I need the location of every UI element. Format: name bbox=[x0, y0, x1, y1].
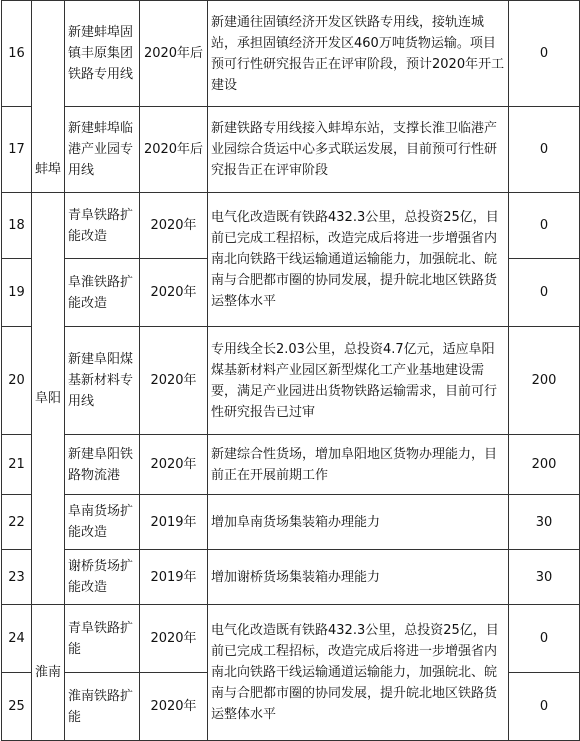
project-name: 青阜铁路扩能改造 bbox=[65, 193, 140, 259]
table-row bbox=[2, 1, 580, 107]
amount-cell: 0 bbox=[509, 673, 580, 741]
project-name: 谢桥货场扩能改造 bbox=[65, 550, 140, 605]
description-cell: 新建铁路专用线接入蚌埠东站，支撑长淮卫临港产业园综合货运中心多式联运发展，目前预可行性研究报告正在评审阶段 bbox=[208, 107, 509, 193]
row-number: 18 bbox=[2, 193, 32, 259]
project-name: 淮南铁路扩能 bbox=[65, 673, 140, 741]
description-cell: 电气化改造既有铁路432.3公里，总投资25亿，目前已完成工程招标，改造完成后将进一步增强省内南北向铁路干线运输通道运输能力，加强皖北、皖南与合肥都市圈的协同发展，提升皖北地区铁路货运整体水平 bbox=[208, 605, 509, 741]
year-cell: 2020年 bbox=[140, 673, 208, 741]
amount-cell: 30 bbox=[509, 495, 580, 550]
table-row bbox=[2, 327, 580, 435]
project-name: 新建阜阳铁路物流港 bbox=[65, 435, 140, 495]
year-cell: 2020年后 bbox=[140, 107, 208, 193]
amount-cell: 200 bbox=[509, 327, 580, 435]
table-row bbox=[2, 550, 580, 605]
projects-table bbox=[1, 0, 580, 741]
table-row bbox=[2, 435, 580, 495]
row-number: 24 bbox=[2, 605, 32, 673]
amount-cell: 30 bbox=[509, 550, 580, 605]
project-name: 阜淮铁路扩能改造 bbox=[65, 259, 140, 327]
amount-cell: 0 bbox=[509, 605, 580, 673]
year-cell: 2020年 bbox=[140, 193, 208, 259]
amount-cell: 0 bbox=[509, 107, 580, 193]
row-number: 20 bbox=[2, 327, 32, 435]
year-cell: 2020年 bbox=[140, 605, 208, 673]
description-cell: 增加阜南货场集装箱办理能力 bbox=[208, 495, 509, 550]
table-row bbox=[2, 107, 580, 193]
row-number: 16 bbox=[2, 1, 32, 107]
city-cell-bengbu: 蚌埠 bbox=[32, 1, 65, 193]
table-row bbox=[2, 495, 580, 550]
row-number: 23 bbox=[2, 550, 32, 605]
amount-cell: 0 bbox=[509, 1, 580, 107]
description-cell: 电气化改造既有铁路432.3公里，总投资25亿，目前已完成工程招标，改造完成后将进一步增强省内南北向铁路干线运输通道运输能力，加强皖北、皖南与合肥都市圈的协同发展，提升皖北地区铁路货运整体水平 bbox=[208, 193, 509, 327]
project-name: 青阜铁路扩能 bbox=[65, 605, 140, 673]
city-cell-huainan: 淮南 bbox=[32, 605, 65, 741]
year-cell: 2019年 bbox=[140, 550, 208, 605]
project-name: 新建蚌埠临港产业园专用线 bbox=[65, 107, 140, 193]
project-name: 新建阜阳煤基新材料专用线 bbox=[65, 327, 140, 435]
description-cell: 专用线全长2.03公里，总投资4.7亿元，适应阜阳煤基新材料产业园区新型煤化工产业基地建设需要，满足产业园进出货物铁路运输需求，目前可行性研究报告已过审 bbox=[208, 327, 509, 435]
table-row bbox=[2, 605, 580, 673]
year-cell: 2020年后 bbox=[140, 1, 208, 107]
amount-cell: 200 bbox=[509, 435, 580, 495]
row-number: 22 bbox=[2, 495, 32, 550]
description-cell: 新建通往固镇经济开发区铁路专用线，接轨连城站，承担固镇经济开发区460万吨货物运输。项目预可行性研究报告正在评审阶段，预计2020年开工建设 bbox=[208, 1, 509, 107]
row-number: 19 bbox=[2, 259, 32, 327]
amount-cell: 0 bbox=[509, 259, 580, 327]
year-cell: 2020年 bbox=[140, 327, 208, 435]
table-row bbox=[2, 193, 580, 259]
project-name: 新建蚌埠固镇丰原集团铁路专用线 bbox=[65, 1, 140, 107]
year-cell: 2019年 bbox=[140, 495, 208, 550]
year-cell: 2020年 bbox=[140, 435, 208, 495]
description-cell: 新建综合性货场，增加阜阳地区货物办理能力，目前正在开展前期工作 bbox=[208, 435, 509, 495]
city-cell-fuyang: 阜阳 bbox=[32, 193, 65, 605]
row-number: 25 bbox=[2, 673, 32, 741]
year-cell: 2020年 bbox=[140, 259, 208, 327]
project-name: 阜南货场扩能改造 bbox=[65, 495, 140, 550]
row-number: 17 bbox=[2, 107, 32, 193]
amount-cell: 0 bbox=[509, 193, 580, 259]
row-number: 21 bbox=[2, 435, 32, 495]
description-cell: 增加谢桥货场集装箱办理能力 bbox=[208, 550, 509, 605]
